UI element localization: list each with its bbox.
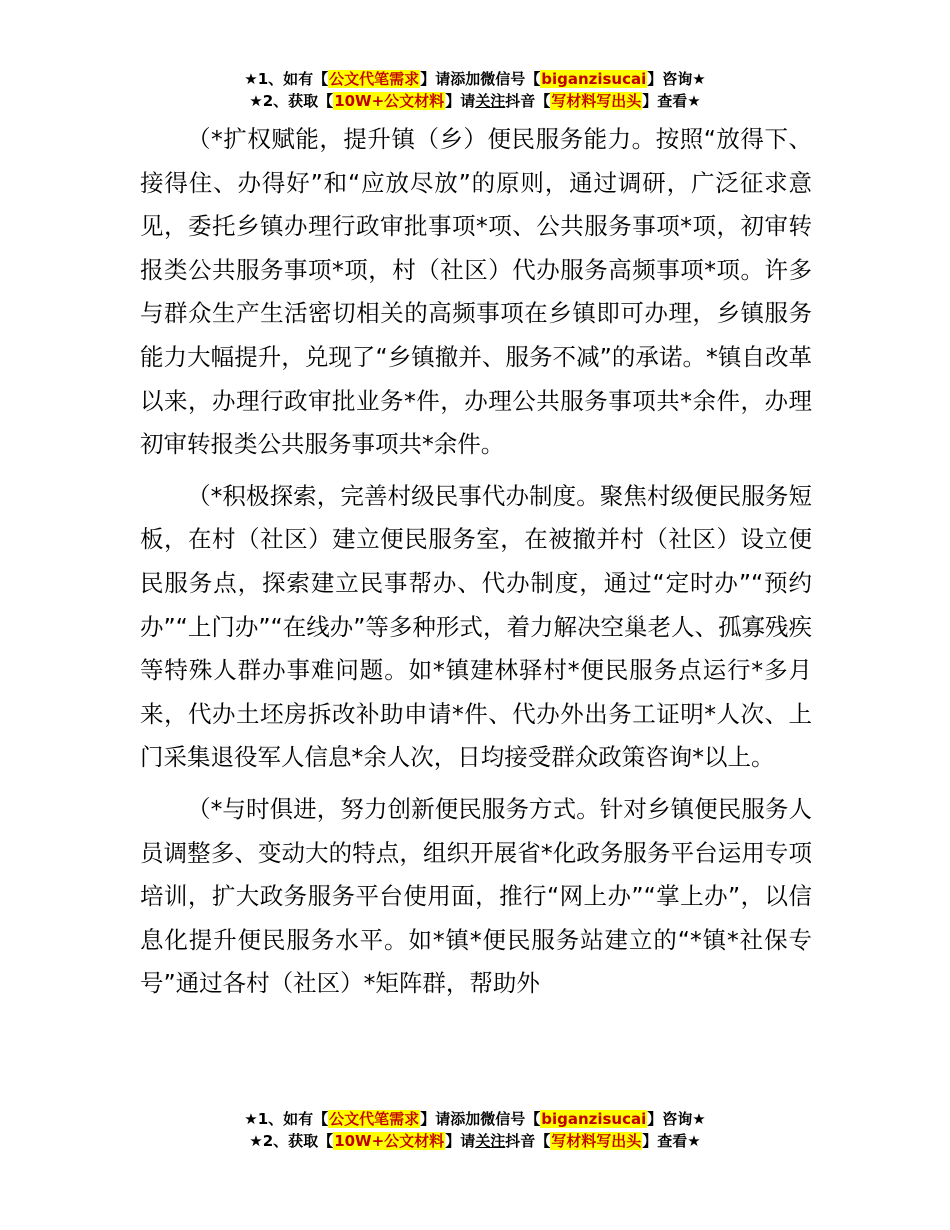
paragraph-2: （*积极探索，完善村级民事代办制度。聚焦村级便民服务短板，在村（社区）建立便民服务室，在被撤并村（社区）设立便民服务点，探索建立民事帮办、代办制度，通过“定时办”“预约办”“上门办”“在线办”等多种形式，着力解决空巢老人、孤寡残疾等特殊人群办事难问题。如*镇建林驿村*便民服务点运行*多月来，代办土坯房拆改补助申请*件、代办外出务工证明*人次、上门采集退役军人信息*余人次，日均接受群众政策咨询*以上。 (140, 481, 812, 772)
paragraph-3: （*与时俱进，努力创新便民服务方式。针对乡镇便民服务人员调整多、变动大的特点，组织开展省*化政务服务平台运用专项培训，扩大政务服务平台使用面，推行“网上办”“掌上办”，以信息化提升便民服务水平。如*镇*便民服务站建立的“*镇*社保专号”通过各村（社区）*矩阵群，帮助外 (140, 794, 812, 998)
banner-text: 】查看★ (642, 92, 701, 110)
banner-line-1 (0, 1108, 950, 1130)
banner-text: 抖音【 (505, 92, 551, 110)
banner-text: 抖音【 (505, 1132, 551, 1150)
highlight-wechat-id: biganzisucai (541, 70, 647, 88)
banner-text: 】咨询★ (647, 1110, 706, 1128)
banner-text: 】咨询★ (647, 70, 706, 88)
banner-text: 】查看★ (642, 1132, 701, 1150)
underlined-follow: 关注 (475, 92, 506, 110)
underlined-follow: 关注 (475, 1132, 506, 1150)
banner-text: ★2、获取【 (249, 1132, 334, 1150)
banner-line-2 (0, 90, 950, 112)
highlight-wechat-id: biganzisucai (541, 1110, 647, 1128)
paragraph-1: （*扩权赋能，提升镇（乡）便民服务能力。按照“放得下、接得住、办得好”和“应放尽放”的原则，通过调研，广泛征求意见，委托乡镇办理行政审批事项*项、公共服务事项*项，初审转报类公共服务事项*项，村（社区）代办服务高频事项*项。许多与群众生产生活密切相关的高频事项在乡镇即可办理，乡镇服务能力大幅提升，兑现了“乡镇撤并、服务不减”的承诺。*镇自改革以来，办理行政审批业务*件，办理公共服务事项共*余件，办理初审转报类公共服务事项共*余件。 (140, 125, 812, 459)
banner-line-1 (0, 68, 950, 90)
highlight-materials: 10W+公文材料 (334, 92, 445, 110)
banner-text: ★2、获取【 (249, 92, 334, 110)
document-body (140, 118, 812, 1014)
banner-line-2 (0, 1130, 950, 1152)
banner-text: ★1、如有【 (244, 1110, 329, 1128)
highlight-service: 公文代笔需求 (329, 1110, 420, 1128)
highlight-materials: 10W+公文材料 (334, 1132, 445, 1150)
banner-text: 】请添加微信号【 (420, 70, 541, 88)
banner-text: 】请 (445, 1132, 476, 1150)
footer-banner (0, 1108, 950, 1152)
highlight-douyin-account: 写材料写出头 (551, 92, 642, 110)
banner-text: ★1、如有【 (244, 70, 329, 88)
banner-text: 】请添加微信号【 (420, 1110, 541, 1128)
header-banner (0, 68, 950, 112)
highlight-service: 公文代笔需求 (329, 70, 420, 88)
highlight-douyin-account: 写材料写出头 (551, 1132, 642, 1150)
banner-text: 】请 (445, 92, 476, 110)
